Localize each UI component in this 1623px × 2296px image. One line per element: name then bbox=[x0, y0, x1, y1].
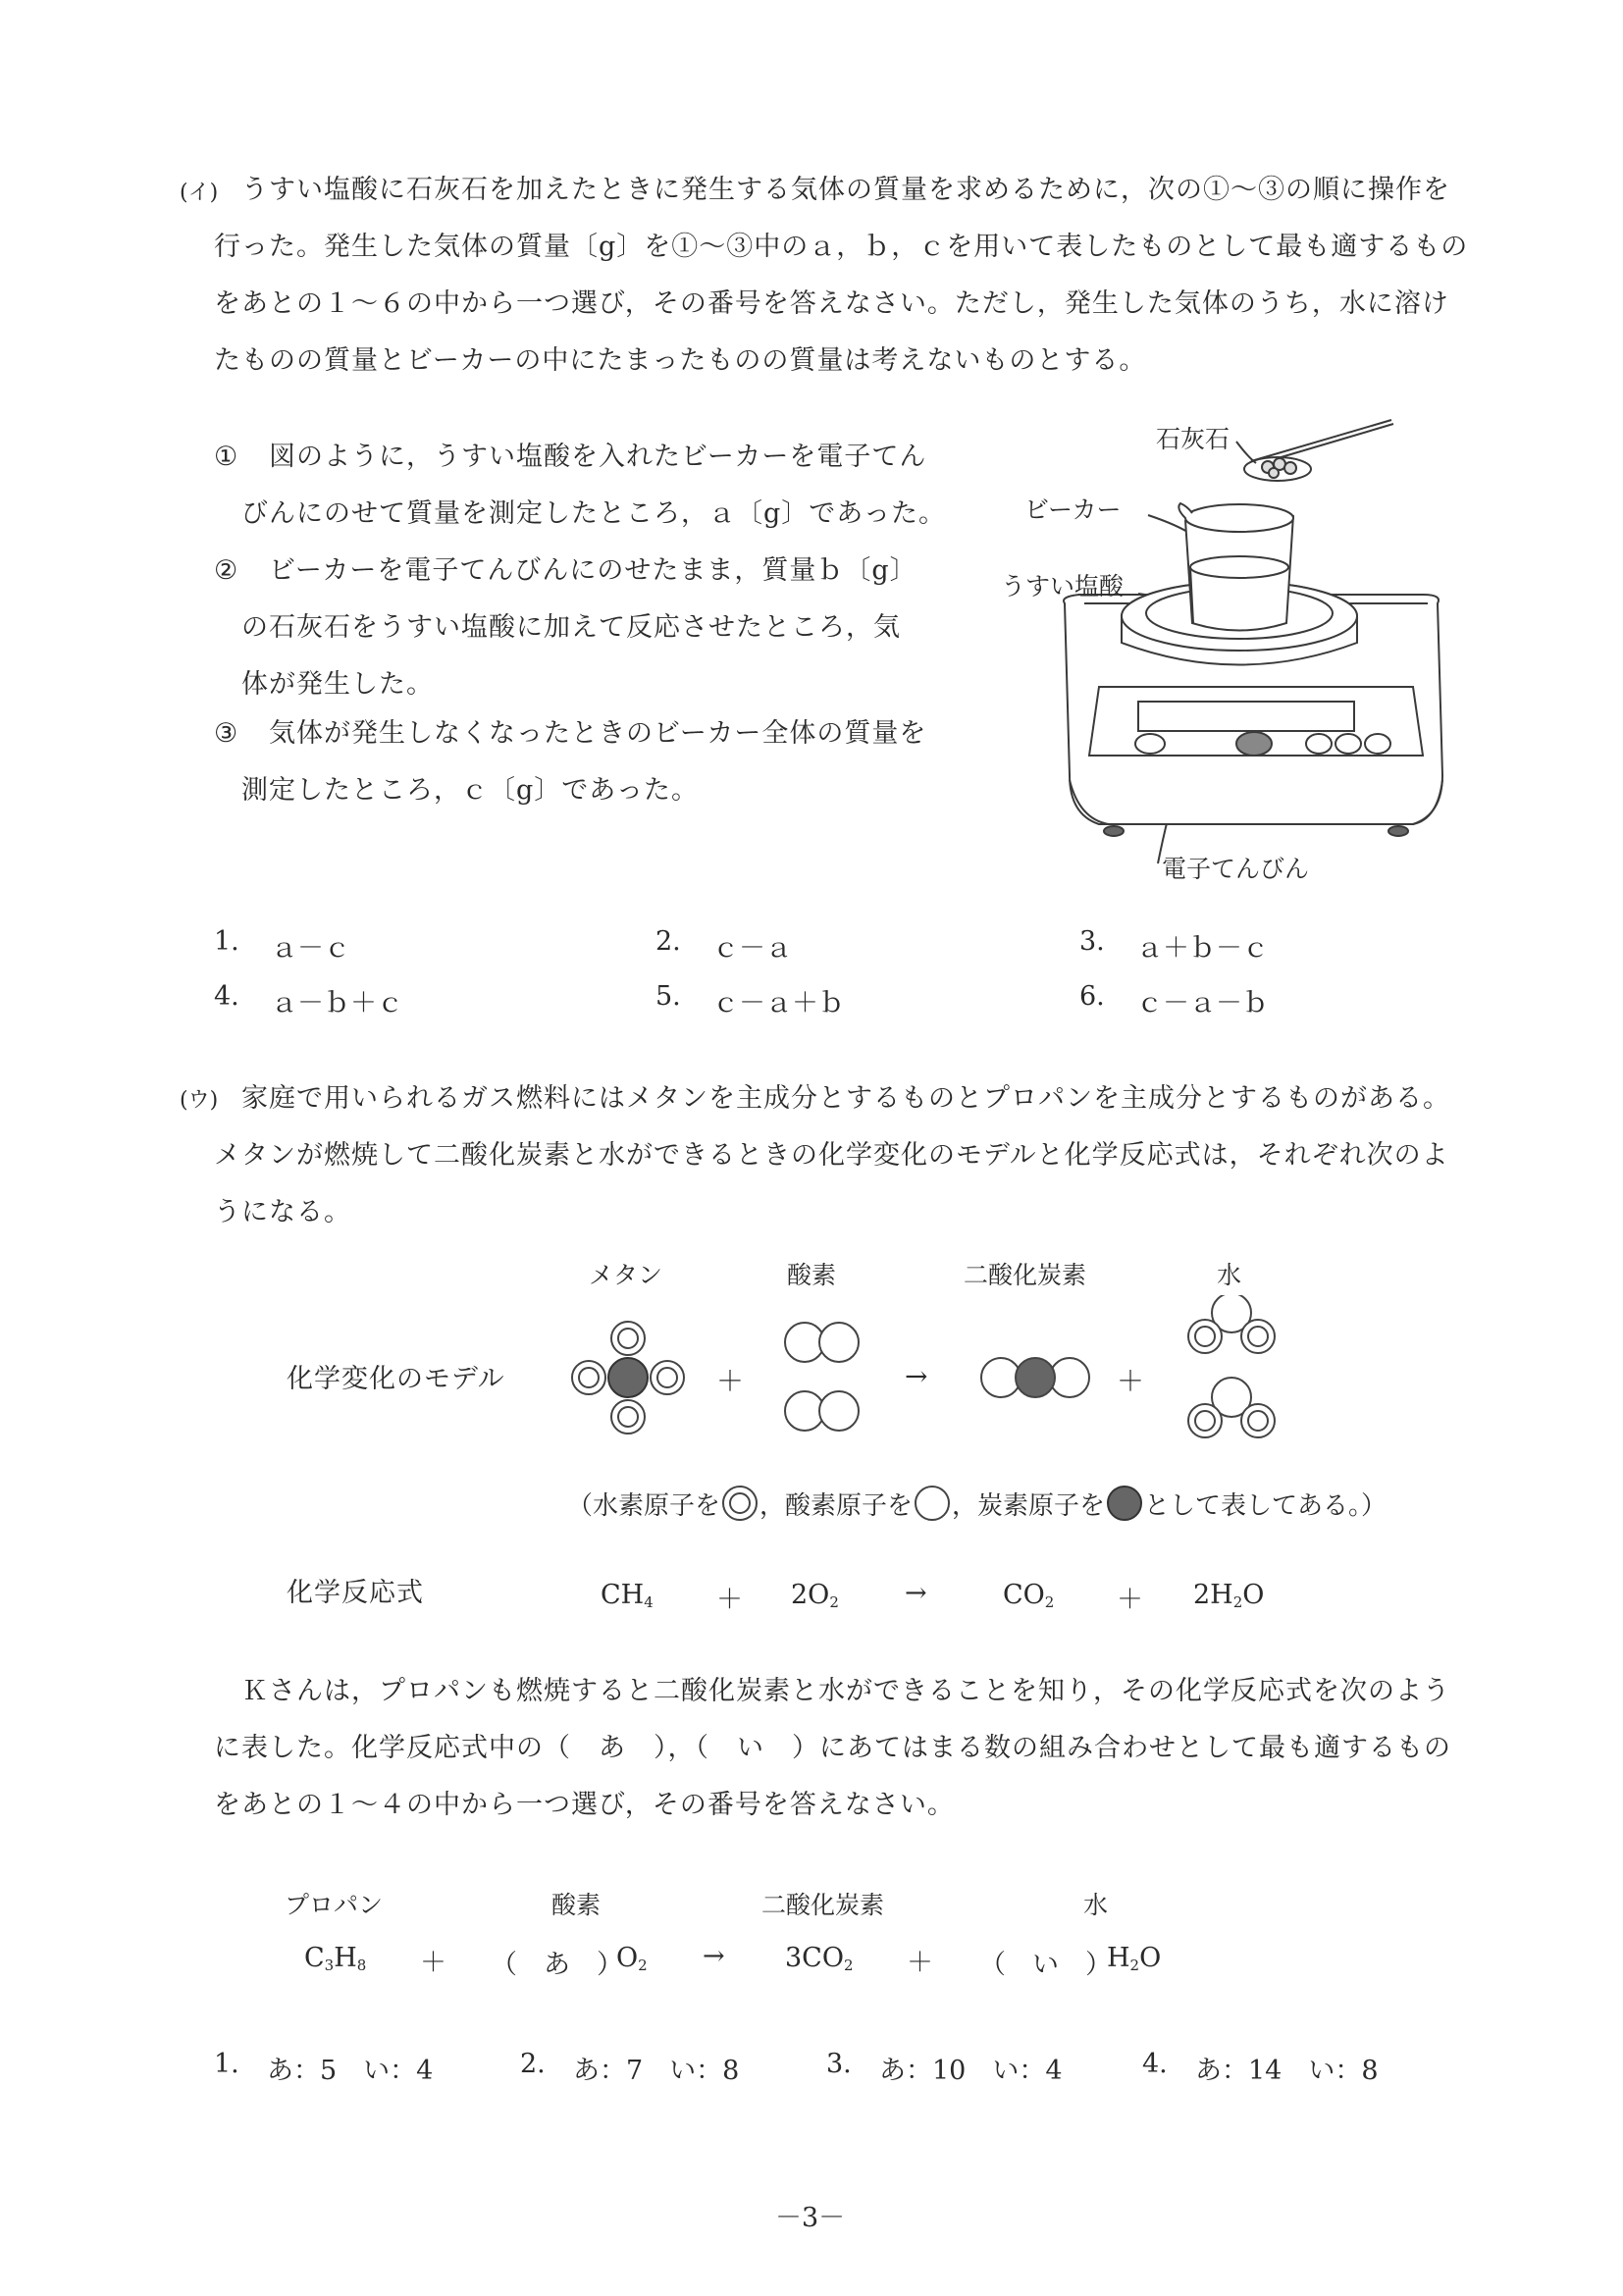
option-u-4-text: あ：14 い：8 bbox=[1195, 2056, 1379, 2086]
option-u-3-number: 3. bbox=[826, 2049, 852, 2079]
hydrogen-atom-icon bbox=[720, 1484, 759, 1523]
model-header-co2: 二酸化炭素 bbox=[964, 1261, 1087, 1289]
option-u-2-number: 2. bbox=[520, 2049, 546, 2079]
model-arrow: → bbox=[905, 1360, 928, 1392]
legend-carbon: ，炭素原子を bbox=[952, 1490, 1106, 1521]
question-u-line-3: うになる。 bbox=[214, 1197, 351, 1227]
step-2-number: ② bbox=[214, 555, 239, 586]
option-i-2-number: 2. bbox=[655, 926, 681, 957]
k-line-1: Ｋさんは，プロパンも燃焼すると二酸化炭素と水ができることを知り，その化学反応式を次のよう bbox=[241, 1676, 1450, 1706]
option-i-4-number: 4. bbox=[214, 981, 239, 1012]
equation-label: 化学反応式 bbox=[287, 1578, 424, 1608]
step-3-line-2: 測定したところ，ｃ〔g〕であった。 bbox=[241, 775, 700, 806]
label-limestone: 石灰石 bbox=[1156, 425, 1230, 453]
question-u-line-1: 家庭で用いられるガス燃料にはメタンを主成分とするものとプロパンを主成分とするものがある。 bbox=[241, 1083, 1450, 1114]
step-2-line-1: ビーカーを電子てんびんにのせたまま，質量ｂ〔g〕 bbox=[269, 555, 917, 586]
option-u-2-text: あ：7 い：8 bbox=[573, 2056, 740, 2086]
propane-plus-2: ＋ bbox=[907, 1948, 933, 1978]
formula-3co2: $3CO_2$ bbox=[785, 1943, 854, 1974]
balance-apparatus-figure bbox=[991, 402, 1452, 893]
equation-plus-1: ＋ bbox=[716, 1585, 743, 1615]
question-i-line-4: たものの質量とビーカーの中にたまったものの質量は考えないものとする。 bbox=[214, 345, 1147, 376]
option-i-4-expr: ａ－ｂ＋ｃ bbox=[271, 988, 403, 1018]
formula-ch4: $CH_4$ bbox=[601, 1580, 654, 1611]
option-i-6-number: 6. bbox=[1079, 981, 1105, 1012]
oxygen-header: 酸素 bbox=[551, 1891, 602, 1919]
step-1-line-2: びんにのせて質量を測定したところ，ａ〔g〕であった。 bbox=[241, 498, 947, 529]
equation-plus-2: ＋ bbox=[1117, 1585, 1143, 1615]
label-dilute-hcl: うすい塩酸 bbox=[1001, 572, 1125, 600]
step-1-line-1: 図のように，うすい塩酸を入れたビーカーを電子てん bbox=[269, 442, 927, 472]
legend-prefix: （水素原子を bbox=[567, 1490, 721, 1521]
option-u-1-number: 1. bbox=[214, 2049, 239, 2079]
option-i-5-expr: ｃ－ａ＋ｂ bbox=[712, 988, 845, 1018]
step-2-line-2: の石灰石をうすい塩酸に加えて反応させたところ，気 bbox=[241, 612, 901, 643]
step-3-number: ③ bbox=[214, 718, 239, 749]
propane-plus-1: ＋ bbox=[420, 1948, 446, 1978]
water-header: 水 bbox=[1083, 1891, 1109, 1919]
option-i-3-expr: ａ＋ｂ－ｃ bbox=[1136, 933, 1269, 964]
question-marker-u: (ウ) bbox=[180, 1088, 219, 1113]
water-model bbox=[1188, 1295, 1275, 1437]
model-header-water: 水 bbox=[1217, 1261, 1242, 1289]
question-i-line-2: 行った。発生した気体の質量〔g〕を①～③中のａ，ｂ，ｃを用いて表したものとして最も適するもの bbox=[214, 232, 1469, 262]
option-u-1-text: あ：5 い：4 bbox=[267, 2056, 434, 2086]
k-line-2: に表した。化学反応式中の（ あ ），（ い ）にあてはまる数の組み合わせとして最も適するもの bbox=[214, 1733, 1451, 1763]
question-i-line-3: をあとの１～６の中から一つ選び，その番号を答えなさい。ただし，発生した気体のうち，水に溶け bbox=[214, 288, 1449, 319]
co2-header: 二酸化炭素 bbox=[761, 1891, 885, 1919]
atom-legend bbox=[567, 1484, 1387, 1523]
carbon-atom-icon bbox=[1105, 1484, 1144, 1523]
model-plus-2: ＋ bbox=[1117, 1365, 1145, 1397]
option-u-3-text: あ：10 い：4 bbox=[879, 2056, 1063, 2086]
legend-suffix: として表してある。） bbox=[1144, 1490, 1387, 1521]
model-header-methane: メタン bbox=[589, 1261, 663, 1289]
legend-oxygen: ，酸素原子を bbox=[759, 1490, 914, 1521]
k-line-3: をあとの１～４の中から一つ選び，その番号を答えなさい。 bbox=[214, 1790, 955, 1820]
equation-arrow: → bbox=[905, 1578, 927, 1608]
label-beaker: ビーカー bbox=[1024, 496, 1122, 524]
co2-model bbox=[981, 1358, 1089, 1397]
blank-i: （ い ） bbox=[979, 1950, 1112, 1980]
model-row-label: 化学変化のモデル bbox=[287, 1364, 505, 1394]
label-electronic-balance: 電子てんびん bbox=[1162, 855, 1310, 883]
option-i-1-number: 1. bbox=[214, 926, 239, 957]
formula-h2o: $H_2O$ bbox=[1107, 1943, 1162, 1974]
formula-2h2o: $2H_2O$ bbox=[1193, 1580, 1265, 1611]
question-u-line-2: メタンが燃焼して二酸化炭素と水ができるときの化学変化のモデルと化学反応式は，それぞれ次のよ bbox=[214, 1140, 1449, 1171]
formula-2o2: $2O_2$ bbox=[791, 1580, 839, 1611]
question-i-line-1: うすい塩酸に石灰石を加えたときに発生する気体の質量を求めるために，次の①～③の順に操作を bbox=[241, 175, 1450, 205]
option-i-6-expr: ｃ－ａ－ｂ bbox=[1136, 988, 1269, 1018]
question-marker-i: (イ) bbox=[180, 181, 219, 205]
option-u-4-number: 4. bbox=[1142, 2049, 1168, 2079]
molecule-model-diagram bbox=[559, 1295, 1305, 1452]
formula-co2: $CO_2$ bbox=[1003, 1580, 1055, 1611]
formula-c3h8: $C_3H_8$ bbox=[304, 1943, 367, 1974]
model-plus-1: ＋ bbox=[716, 1365, 745, 1397]
formula-o2: $O_2$ bbox=[616, 1943, 648, 1974]
oxygen-atom-icon bbox=[913, 1484, 952, 1523]
step-3-line-1: 気体が発生しなくなったときのビーカー全体の質量を bbox=[269, 718, 927, 749]
propane-header: プロパン bbox=[285, 1891, 384, 1919]
model-header-oxygen: 酸素 bbox=[787, 1261, 837, 1289]
oxygen-model bbox=[785, 1323, 859, 1431]
step-2-line-3: 体が発生した。 bbox=[241, 669, 434, 700]
methane-model bbox=[572, 1322, 684, 1434]
option-i-1-expr: ａ－ｃ bbox=[271, 933, 350, 964]
propane-arrow: → bbox=[703, 1941, 725, 1971]
page-number: －3－ bbox=[775, 2203, 846, 2233]
step-1-number: ① bbox=[214, 442, 239, 472]
option-i-5-number: 5. bbox=[655, 981, 681, 1012]
option-i-3-number: 3. bbox=[1079, 926, 1105, 957]
option-i-2-expr: ｃ－ａ bbox=[712, 933, 792, 964]
blank-a: （ あ ） bbox=[491, 1950, 623, 1980]
